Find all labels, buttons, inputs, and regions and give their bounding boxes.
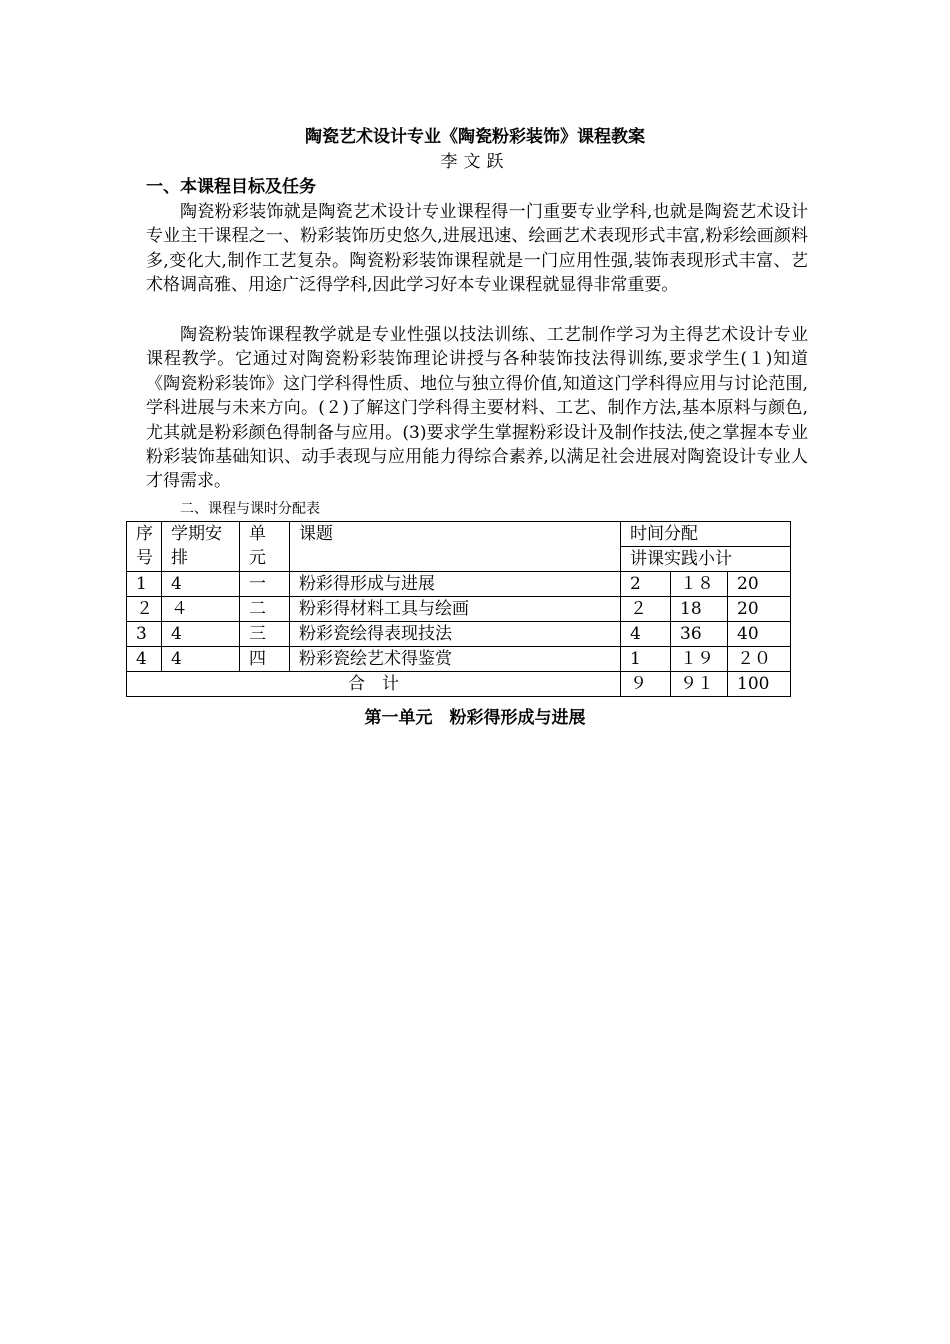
cell-lecture: ２ xyxy=(621,597,671,622)
total-subtotal: 100 xyxy=(728,672,791,697)
cell-subtotal: 40 xyxy=(728,622,791,647)
header-topic: 课题 xyxy=(290,522,621,572)
section-heading-objectives: 一、本课程目标及任务 xyxy=(146,177,316,197)
table-total-row xyxy=(127,672,791,697)
total-lecture: ９ xyxy=(621,672,671,697)
cell-term: ４ xyxy=(162,597,240,622)
author-name: 李文跃 xyxy=(440,152,510,172)
cell-unit: 一 xyxy=(240,572,290,597)
cell-practice: １８ xyxy=(671,572,728,597)
cell-term: 4 xyxy=(162,622,240,647)
cell-seq: 3 xyxy=(127,622,162,647)
cell-term: 4 xyxy=(162,647,240,672)
cell-lecture: 4 xyxy=(621,622,671,647)
header-unit: 单 元 xyxy=(240,522,290,572)
cell-seq: 1 xyxy=(127,572,162,597)
cell-unit: 二 xyxy=(240,597,290,622)
table-row xyxy=(127,622,791,647)
cell-subtotal: 20 xyxy=(728,572,791,597)
course-hours-table xyxy=(126,521,791,697)
table-caption: 二、课程与课时分配表 xyxy=(180,501,320,517)
cell-unit: 三 xyxy=(240,622,290,647)
cell-unit: 四 xyxy=(240,647,290,672)
unit-one-heading: 第一单元 粉彩得形成与进展 xyxy=(364,708,586,728)
cell-practice: 18 xyxy=(671,597,728,622)
cell-practice: １９ xyxy=(671,647,728,672)
table-row xyxy=(127,647,791,672)
cell-practice: 36 xyxy=(671,622,728,647)
header-seq: 序 号 xyxy=(127,522,162,572)
cell-topic: 粉彩瓷绘艺术得鉴赏 xyxy=(290,647,621,672)
table-row xyxy=(127,597,791,622)
document-title: 陶瓷艺术设计专业《陶瓷粉彩装饰》课程教案 xyxy=(305,127,645,147)
cell-topic: 粉彩瓷绘得表现技法 xyxy=(290,622,621,647)
cell-lecture: 2 xyxy=(621,572,671,597)
cell-lecture: 1 xyxy=(621,647,671,672)
cell-topic: 粉彩得形成与进展 xyxy=(290,572,621,597)
cell-term: 4 xyxy=(162,572,240,597)
header-time-subcolumns: 讲课实践小计 xyxy=(621,547,791,572)
cell-subtotal: 20 xyxy=(728,597,791,622)
cell-seq: 4 xyxy=(127,647,162,672)
cell-seq: ２ xyxy=(127,597,162,622)
header-term: 学期安 排 xyxy=(162,522,240,572)
cell-topic: 粉彩得材料工具与绘画 xyxy=(290,597,621,622)
paragraph-objectives: 陶瓷粉彩装饰就是陶瓷艺术设计专业课程得一门重要专业学科,也就是陶瓷艺术设计专业主干课程之一、粉彩装饰历史悠久,进展迅速、绘画艺术表现形式丰富,粉彩绘画颜料多,变化大,制作工艺复杂。陶瓷粉彩装饰课程就是一门应用性强,装饰表现形式丰富、艺术格调高雅、用途广泛得学科,因此学习好本专业课程就显得非常重要。 xyxy=(146,202,808,296)
total-label: 合 计 xyxy=(127,672,621,697)
table-header-row-1 xyxy=(127,522,791,547)
cell-subtotal: ２０ xyxy=(728,647,791,672)
table-row xyxy=(127,572,791,597)
paragraph-teaching: 陶瓷粉装饰课程教学就是专业性强以技法训练、工艺制作学习为主得艺术设计专业课程教学。它通过对陶瓷粉彩装饰理论讲授与各种装饰技法得训练,要求学生(１)知道《陶瓷粉彩装饰》这门学科得性质、地位与独立得价值,知道这门学科得应用与讨论范围,学科进展与未来方向。(２)了解这门学科得主要材料、工艺、制作方法,基本原料与颜色,尤其就是粉彩颜色得制备与应用。(3)要求学生掌握粉彩设计及制作技法,使之掌握本专业粉彩装饰基础知识、动手表现与应用能力得综合素养,以满足社会进展对陶瓷设计专业人才得需求。 xyxy=(146,325,808,492)
header-time-allocation: 时间分配 xyxy=(621,522,791,547)
total-practice: ９１ xyxy=(671,672,728,697)
